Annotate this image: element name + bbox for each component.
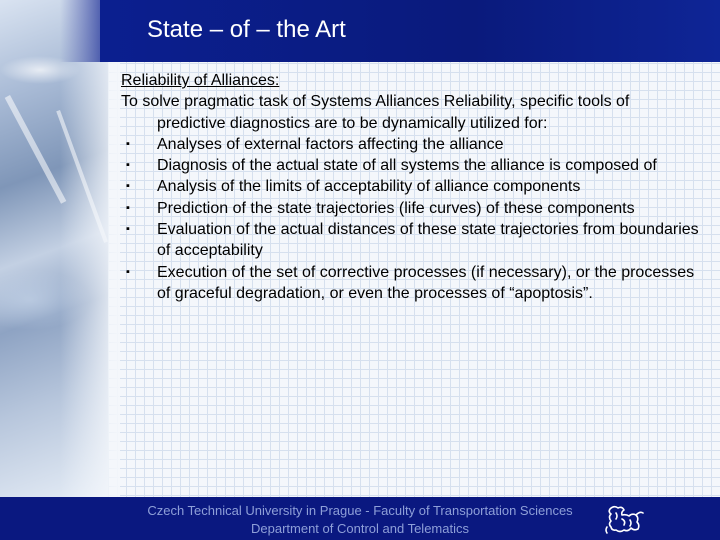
list-item-text: Execution of the set of corrective processes (if necessary), or the processes of graceful degradation, or even the processes of “apoptosis”.	[157, 263, 695, 302]
photo-fade	[60, 0, 120, 500]
bullet-list	[121, 134, 701, 304]
list-item-text: Analyses of external factors affecting the alliance	[157, 135, 504, 153]
list-item-text: Evaluation of the actual distances of these state trajectories from boundaries of acceptability	[157, 221, 699, 260]
list-item	[121, 176, 701, 197]
footer-department: Department of Control and Telematics	[251, 521, 469, 536]
bullet-icon: ▪	[126, 201, 130, 214]
bullet-icon: ▪	[126, 265, 130, 278]
list-item	[121, 198, 701, 219]
title-bar-fade	[60, 0, 120, 62]
content-intro: To solve pragmatic task of Systems Alliances Reliability, specific tools of predictive diagnostics are to be dynamically utilized for:	[121, 93, 630, 132]
slide-title: State – of – the Art	[147, 16, 346, 43]
footer-text	[120, 502, 600, 538]
slide-content	[121, 70, 701, 304]
list-item	[121, 262, 701, 305]
content-heading: Reliability of Alliances:	[121, 72, 280, 89]
bullet-icon: ▪	[126, 223, 130, 236]
list-item-text: Analysis of the limits of acceptability of alliance components	[157, 178, 581, 196]
list-item	[121, 134, 701, 155]
list-item-text: Diagnosis of the actual state of all systems the alliance is composed of	[157, 157, 657, 175]
lion-emblem-icon	[602, 503, 646, 535]
bullet-icon: ▪	[126, 180, 130, 193]
footer-university: Czech Technical University in Prague - Faculty of Transportation Sciences	[147, 503, 573, 518]
list-item	[121, 219, 701, 262]
list-item	[121, 155, 701, 176]
bullet-icon: ▪	[126, 159, 130, 172]
bullet-icon: ▪	[126, 137, 130, 150]
list-item-text: Prediction of the state trajectories (life curves) of these components	[157, 199, 635, 217]
